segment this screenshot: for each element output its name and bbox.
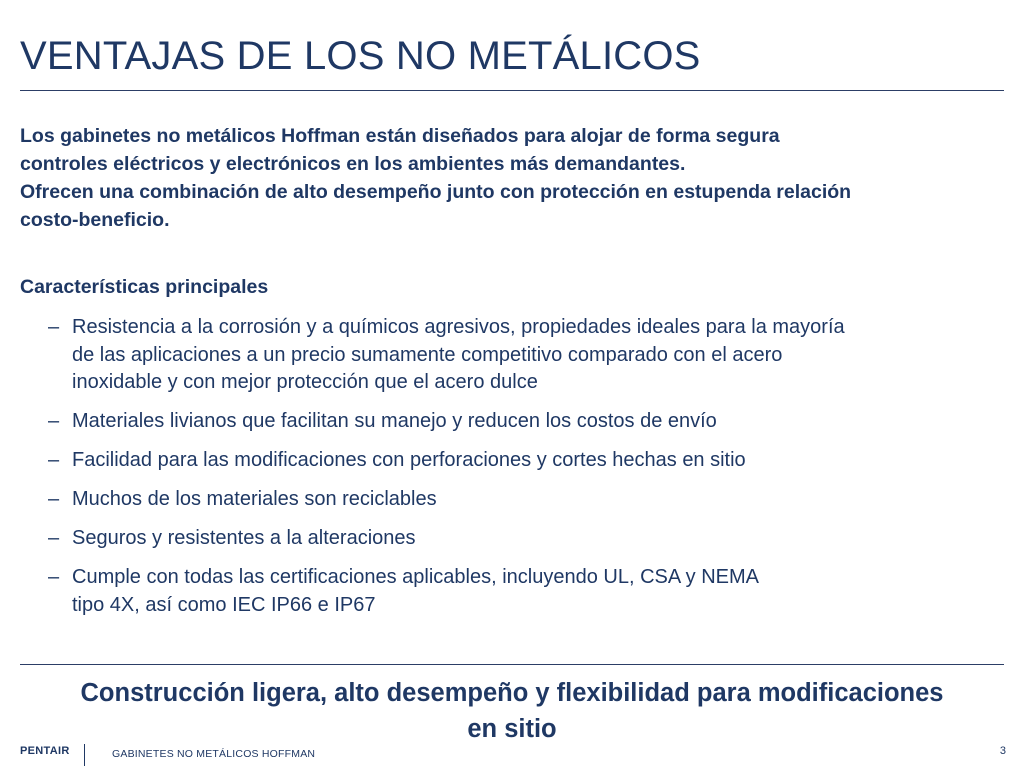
intro-line: costo-beneficio. (20, 209, 170, 231)
intro-line: controles eléctricos y electrónicos en los ambientes más demandantes. (20, 153, 686, 175)
tagline (20, 675, 1004, 747)
list-item-line: Resistencia a la corrosión y a químicos agresivos, propiedades ideales para la mayoría (72, 316, 845, 338)
footer-divider (84, 744, 85, 766)
title-divider (20, 90, 1004, 91)
dash-bullet-icon: – (48, 566, 60, 588)
list-item (48, 525, 988, 553)
list-item (48, 564, 988, 619)
dash-bullet-icon: – (48, 316, 60, 338)
list-item-line: tipo 4X, así como IEC IP66 e IP67 (72, 593, 376, 616)
section-heading: Características principales (20, 276, 269, 298)
intro-line: Los gabinetes no metálicos Hoffman están diseñados para alojar de forma segura (20, 125, 780, 147)
dash-bullet-icon: – (48, 488, 60, 510)
dash-bullet-icon: – (48, 527, 60, 549)
list-item (48, 486, 988, 514)
tagline-divider (20, 664, 1004, 665)
features-list (48, 314, 988, 631)
tagline-line: en sitio (467, 715, 557, 743)
footer-caption: GABINETES NO METÁLICOS HOFFMAN (112, 748, 316, 760)
list-item-line: Muchos de los materiales son reciclables (72, 488, 437, 510)
list-item-line: Materiales livianos que facilitan su manejo y reducen los costos de envío (72, 410, 717, 432)
dash-bullet-icon: – (48, 410, 60, 432)
list-item-line: Cumple con todas las certificaciones aplicables, incluyendo UL, CSA y NEMA (72, 566, 759, 588)
page-title: VENTAJAS DE LOS NO METÁLICOS (20, 34, 701, 78)
list-item-line: inoxidable y con mejor protección que el acero dulce (72, 371, 538, 393)
intro-paragraph (20, 122, 1000, 234)
page-number: 3 (999, 745, 1006, 757)
list-item-line: de las aplicaciones a un precio sumamente competitivo comparado con el acero (72, 343, 783, 366)
intro-line: Ofrecen una combinación de alto desempeño junto con protección en estupenda relación (20, 181, 852, 203)
brand-logo: PENTAIR (20, 745, 70, 757)
list-item-line: Seguros y resistentes a la alteraciones (72, 527, 416, 549)
dash-bullet-icon: – (48, 449, 60, 471)
list-item (48, 408, 988, 436)
list-item-line: Facilidad para las modificaciones con perforaciones y cortes hechas en sitio (72, 449, 746, 471)
list-item (48, 447, 988, 475)
tagline-line: Construcción ligera, alto desempeño y flexibilidad para modificaciones (80, 679, 944, 707)
list-item (48, 314, 988, 397)
